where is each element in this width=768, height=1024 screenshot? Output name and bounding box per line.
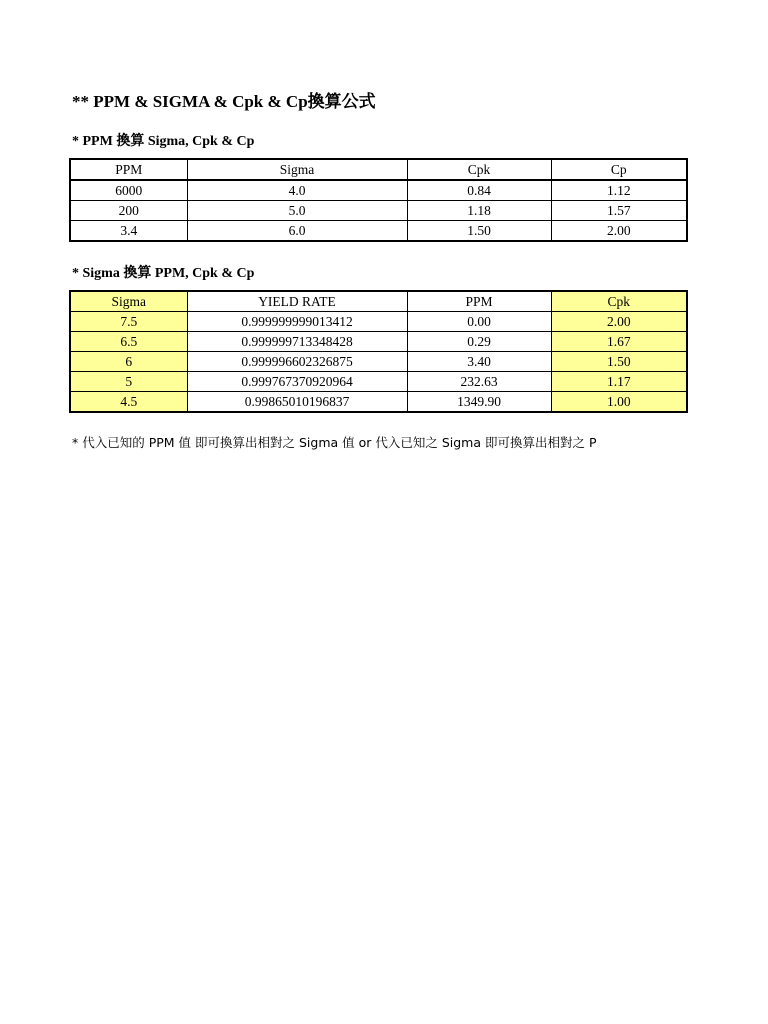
table-cell[interactable]: 0.84	[407, 180, 551, 201]
table-cell[interactable]: 7.5	[70, 312, 187, 332]
table-cell[interactable]: 1.57	[551, 201, 687, 221]
table-cell[interactable]: 2.00	[551, 221, 687, 242]
ppm-conversion-table	[69, 158, 688, 242]
header-cell[interactable]: Cp	[551, 159, 687, 180]
footnote: * 代入已知的 PPM 值 即可換算出相對之 Sigma 值 or 代入已知之 Sigma 即可換算出相對之 P	[72, 435, 597, 450]
table-row	[70, 312, 687, 332]
table-cell[interactable]: 1.18	[407, 201, 551, 221]
sigma-conversion-table	[69, 290, 688, 413]
table-cell[interactable]: 6.0	[187, 221, 407, 242]
table-cell[interactable]: 5	[70, 372, 187, 392]
table-cell[interactable]: 4.0	[187, 180, 407, 201]
table-row	[70, 201, 687, 221]
table-cell[interactable]: 0.999999999013412	[187, 312, 407, 332]
table-cell[interactable]: 5.0	[187, 201, 407, 221]
page-title: ** PPM & SIGMA & Cpk & Cp換算公式	[72, 92, 376, 111]
table-row	[70, 372, 687, 392]
table-cell[interactable]: 1.50	[551, 352, 687, 372]
table-cell[interactable]: 3.4	[70, 221, 187, 242]
header-cell[interactable]: Sigma	[187, 159, 407, 180]
header-cell[interactable]: Cpk	[407, 159, 551, 180]
table-cell[interactable]: 6.5	[70, 332, 187, 352]
header-cell[interactable]: PPM	[407, 291, 551, 312]
table-header-row	[70, 291, 687, 312]
table-row	[70, 332, 687, 352]
table-cell[interactable]: 2.00	[551, 312, 687, 332]
table-cell[interactable]: 6000	[70, 180, 187, 201]
table-cell[interactable]: 4.5	[70, 392, 187, 413]
table-cell[interactable]: 0.999999713348428	[187, 332, 407, 352]
table-cell[interactable]: 0.999767370920964	[187, 372, 407, 392]
table-row	[70, 180, 687, 201]
table-cell[interactable]: 1.67	[551, 332, 687, 352]
header-cell[interactable]: Cpk	[551, 291, 687, 312]
table-cell[interactable]: 6	[70, 352, 187, 372]
table-cell[interactable]: 0.99865010196837	[187, 392, 407, 413]
table-cell[interactable]: 0.29	[407, 332, 551, 352]
table-cell[interactable]: 0.999996602326875	[187, 352, 407, 372]
table-header-row	[70, 159, 687, 180]
table-cell[interactable]: 1.50	[407, 221, 551, 242]
table-cell[interactable]: 3.40	[407, 352, 551, 372]
table-cell[interactable]: 200	[70, 201, 187, 221]
table-cell[interactable]: 1.17	[551, 372, 687, 392]
table-row	[70, 352, 687, 372]
section1-heading: * PPM 換算 Sigma, Cpk & Cp	[72, 134, 255, 149]
table-row	[70, 221, 687, 242]
header-cell[interactable]: YIELD RATE	[187, 291, 407, 312]
section2-heading: * Sigma 換算 PPM, Cpk & Cp	[72, 266, 255, 281]
table-cell[interactable]: 0.00	[407, 312, 551, 332]
header-cell[interactable]: PPM	[70, 159, 187, 180]
table-cell[interactable]: 1.00	[551, 392, 687, 413]
table-cell[interactable]: 232.63	[407, 372, 551, 392]
header-cell[interactable]: Sigma	[70, 291, 187, 312]
table-cell[interactable]: 1.12	[551, 180, 687, 201]
table-cell[interactable]: 1349.90	[407, 392, 551, 413]
table-row	[70, 392, 687, 413]
